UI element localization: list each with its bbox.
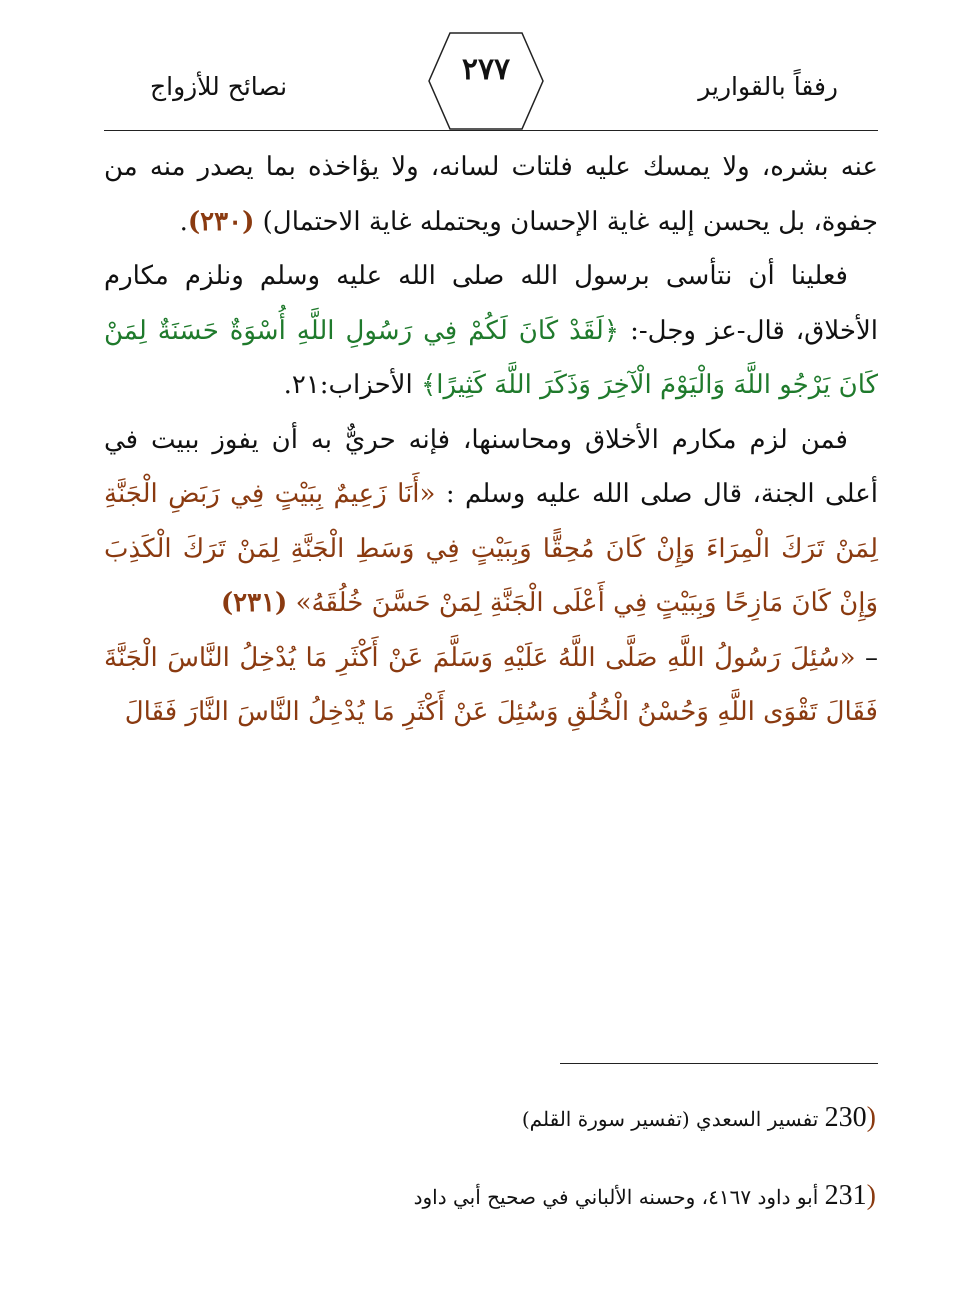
paragraph-2-text: فعلينا أن نتأسى برسول الله صلى الله عليه وسلم ونلزم مكارم الأخلاق، قال-عز وجل-: — [104, 261, 878, 346]
running-title-section: نصائح للأزواج — [150, 72, 288, 101]
running-title-book: رفقاً بالقوارير — [698, 72, 838, 101]
paragraph-1-end: . — [179, 206, 188, 237]
hadith-text-1: «أَنَا زَعِيمٌ بِبَيْتٍ فِي رَبَضِ الْجَنَّةِ لِمَنْ تَرَكَ الْمِرَاءَ وَإِنْ كَانَ مُحِقًّا وَبِبَيْتٍ فِي وَسَطِ الْجَنَّةِ لِمَنْ تَرَكَ الْكَذِبَ وَإِنْ كَانَ مَازِحًا وَبِبَيْتٍ فِي أَعْلَى الْجَنَّةِ لِمَنْ حَسَّنَ خُلُقَهُ» — [104, 479, 878, 618]
footnote-230 — [522, 1102, 876, 1134]
page-number: ٢٧٧ — [461, 52, 511, 87]
footnote-ref-230[interactable]: (٢٣٠) — [187, 206, 255, 237]
paragraph-3 — [104, 413, 878, 631]
page-header — [0, 0, 980, 140]
paragraph-1 — [104, 140, 878, 249]
footnote-ref-231[interactable]: (٢٣١) — [220, 588, 288, 618]
paragraph-1-text: عنه بشره، ولا يمسك عليه فلتات لسانه، ولا يؤاخذه بما يصدر منه من جفوة، بل يحسن إليه غاية الإحسان ويحتمله غاية الاحتمال) — [104, 152, 878, 237]
hadith-text-2: «سُئِلَ رَسُولُ اللَّهِ صَلَّى اللَّهُ عَلَيْهِ وَسَلَّمَ عَنْ أَكْثَرِ مَا يُدْخِلُ النَّاسَ الْجَنَّةَ فَقَالَ تَقْوَى اللَّهِ وَحُسْنُ الْخُلُقِ وَسُئِلَ عَنْ أَكْثَرِ مَا يُدْخِلُ النَّاسَ النَّارَ فَقَالَ — [104, 642, 878, 727]
verse-reference: الأحزاب:٢١. — [283, 370, 413, 400]
footnote-number: 230 — [824, 1102, 867, 1133]
footnote-231 — [414, 1180, 876, 1212]
footnote-bracket: ( — [866, 1102, 876, 1133]
footnote-number: 231 — [824, 1180, 867, 1211]
quran-verse: ﴿لَقَدْ كَانَ لَكُمْ فِي رَسُولِ اللَّهِ أُسْوَةٌ حَسَنَةٌ لِمَنْ كَانَ يَرْجُو اللَّهَ وَالْيَوْمَ الْآخِرَ وَذَكَرَ اللَّهَ كَثِيرًا﴾ — [104, 315, 878, 400]
footnote-text: أبو داود ٤١٦٧، وحسنه الألباني في صحيح أبي داود — [413, 1185, 819, 1209]
paragraph-2 — [104, 249, 878, 413]
main-text — [104, 140, 878, 740]
footnote-bracket: ( — [866, 1180, 876, 1211]
list-dash: – — [865, 642, 878, 673]
header-divider — [104, 130, 878, 131]
footnote-divider — [560, 1063, 878, 1064]
paragraph-4 — [104, 631, 878, 740]
footnote-text: تفسير السعدي (تفسير سورة القلم) — [521, 1107, 819, 1131]
paragraph-3-text: فمن لزم مكارم الأخلاق ومحاسنها، فإنه حريٌّ به أن يفوز ببيت في أعلى الجنة، قال صلى الله عليه وسلم : — [104, 424, 879, 509]
